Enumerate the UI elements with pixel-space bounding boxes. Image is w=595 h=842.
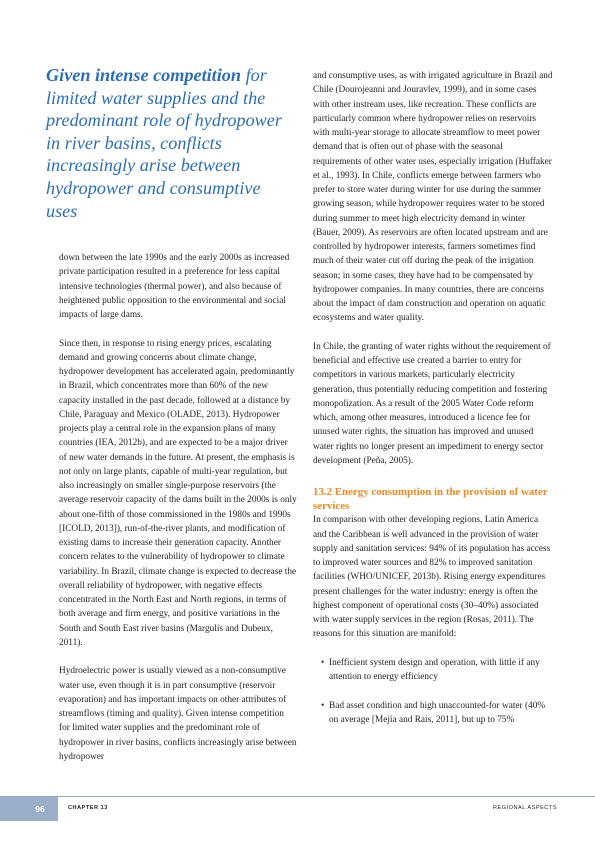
bullet-icon: • <box>321 657 325 668</box>
paragraph-gap <box>59 650 297 664</box>
list-item-text: Inefficient system design and operation, with little if any attention to energy efficiency <box>329 657 540 683</box>
running-section-label: REGIONAL ASPECTS <box>492 805 557 811</box>
chapter-label: CHAPTER 13 <box>68 805 108 811</box>
body-paragraph: In Chile, the granting of water rights without the requirement of beneficial and effective use created a barrier to entry for competitors in various markets, particularly electricity generation, thus potentially reducing competition and fostering monopolization. As a result of the 2005 Water Code reform which, among other measures, introduced a licence fee for unused water rights, the situation has improved and unused water rights no longer present an impediment to energy sector development (Peña, 2005). <box>313 341 551 466</box>
body-paragraph: Hydroelectric power is usually viewed as a non-consumptive water use, even though it is in part consumptive (reservoir evaporation) and has important impacts on other attributes of streamflows (timing and quality). Given intense competition for limited water supplies and the predominant role of hydropower in river basins, conflicts increasingly arise between hydropower <box>59 666 297 762</box>
pull-quote-lead: Given intense competition <box>46 65 242 85</box>
left-column <box>59 251 297 764</box>
list-item <box>313 699 553 728</box>
right-column <box>313 69 553 727</box>
section-heading: 13.2 Energy consumption in the provision of water services <box>313 486 548 512</box>
page-number: 96 <box>35 804 45 814</box>
bullet-icon: • <box>321 700 325 711</box>
body-paragraph: down between the late 1990s and the early 2000s as increased private participation resulted in a preference for less capital intensive technologies (thermal power), and also because of heightened public opposition to the environmental and social impacts of large dams. <box>59 253 290 320</box>
paragraph-gap <box>59 322 297 336</box>
paragraph-gap <box>313 468 553 482</box>
list-item-text: Bad asset condition and high unaccounted-for water (40% on average [Mejía and Rais, 2011], but up to 75% <box>329 700 546 725</box>
body-paragraph: Since then, in response to rising energy prices, escalating demand and growing concerns about climate change, hydropower development has accelerated again, predominantly in Brazil, which concentrates more than 60% of the new capacity installed in the past decade, followed at a distance by Chile, Paraguay and Mexico (OLADE, 2013). Hydropower projects play a central role in the expansion plans of many countries (IEA, 2012b), and are expected to be a major driver of new water demands in the future. At present, the emphasis is not only on large plants, capable of multi-year regulation, but also increasingly on smaller single-purpose reservoirs (the average reservoir capacity of the dams built in the 2000s is only about one-fifth of those commissioned in the 1980s and 1990s [ICOLD, 2013]), run-of-the-river plants, and modification of existing dams to increase their generation capacity. Another concern relates to the vulnerability of hydropower to climate variability. In Brazil, climate change is expected to decrease the overall reliability of hydropower, with negative effects concentrated in the North East and North regions, in terms of both average and firm energy, and positive variations in the South and South East river basins (Margulis and Dubeux, 2011). <box>59 338 297 648</box>
body-paragraph: In comparison with other developing regions, Latin America and the Caribbean is well advanced in the provision of water supply and sanitation services: 94% of its population has access to improved water sources and 82% to improved sanitation facilities (WHO/UNICEF, 2013b). Rising energy expenditures present challenges for the water industry: energy is often the highest component of operational costs (30–40%) associated with water supply services in the region (Rosas, 2011). The reasons for this situation are manifold: <box>313 515 551 640</box>
page-number-box <box>0 797 58 821</box>
footer-divider <box>0 796 595 797</box>
body-paragraph: and consumptive uses, as with irrigated agriculture in Brazil and Chile (Dourojeanni and Jouravlev, 1999), and in some cases with other instream uses, like recreation. These conflicts are particularly common where hydropower relies on reservoirs with multi-year storage to allocate streamflow to meet power demand that is often out of phase with the seasonal requirements of other water uses, especially irrigation (Huffaker et al., 1993). In Chile, conflicts emerge between farmers who prefer to store water during winter for use during the summer growing season, while hydropower requires water to be stored during summer to meet high electricity demand in winter (Bauer, 2009). As reservoirs are often located upstream and are controlled by hydropower interests, farmers sometimes find much of their water cut off during the peak of the irrigation season; in some cases, they have had to be compensated by hydropower companies. In many countries, there are concerns about the impact of dam construction and operation on aquatic ecosystems and water quality. <box>313 71 553 324</box>
paragraph-gap <box>313 326 553 340</box>
pull-quote <box>46 64 296 222</box>
list-item <box>313 656 553 685</box>
pull-quote-rest: for limited water supplies and the predominant role of hydropower in river basins, conflicts increasingly arise between hydropower and consumptive uses <box>46 65 282 221</box>
paragraph-gap <box>313 684 553 698</box>
paragraph-gap <box>313 642 553 656</box>
bullet-list <box>313 656 553 727</box>
